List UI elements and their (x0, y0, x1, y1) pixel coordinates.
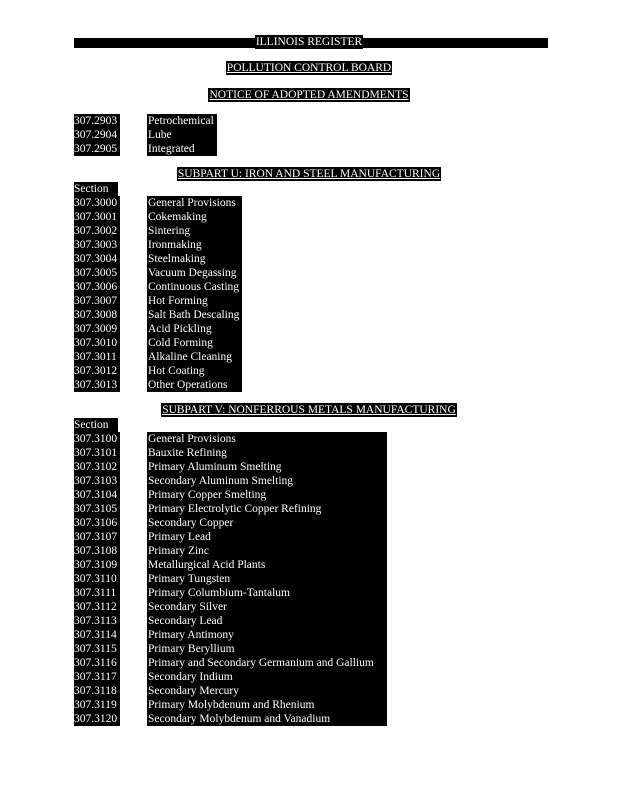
section-title: General Provisions (147, 196, 242, 210)
section-number: 307.3107 (74, 530, 120, 544)
section-title: Alkaline Cleaning (147, 350, 242, 364)
section-number: 307.3109 (74, 558, 120, 572)
section-number: 307.3110 (74, 572, 120, 586)
subpart-v-heading-text: SUBPART V: NONFERROUS METALS MANUFACTURING (162, 404, 456, 416)
section-title: Sintering (147, 224, 242, 238)
section-number: 307.3000 (74, 196, 120, 210)
section-label: Section (74, 418, 118, 432)
section-title: General Provisions (147, 432, 387, 446)
section-title: Hot Forming (147, 294, 242, 308)
section-title: Integrated (147, 142, 217, 156)
section-title: Secondary Aluminum Smelting (147, 474, 387, 488)
section-title: Salt Bath Descaling (147, 308, 242, 322)
section-title: Primary Antimony (147, 628, 387, 642)
notice-title-text: NOTICE OF ADOPTED AMENDMENTS (209, 89, 409, 101)
section-number: 307.2905 (74, 142, 120, 156)
section-number: 307.3013 (74, 378, 120, 392)
section-number: 307.3111 (74, 586, 120, 600)
section-number: 307.3005 (74, 266, 120, 280)
section-number: 307.3102 (74, 460, 120, 474)
section-number: 307.3006 (74, 280, 120, 294)
section-title: Continuous Casting (147, 280, 242, 294)
section-number: 307.3103 (74, 474, 120, 488)
section-title: Ironmaking (147, 238, 242, 252)
register-title-text: ILLINOIS REGISTER (255, 36, 363, 48)
section-number: 307.3010 (74, 336, 120, 350)
section-number: 307.3009 (74, 322, 120, 336)
section-number: 307.3118 (74, 684, 120, 698)
section-number: 307.3011 (74, 350, 120, 364)
section-number: 307.2904 (74, 128, 120, 142)
section-title: Primary Lead (147, 530, 387, 544)
section-number: 307.3108 (74, 544, 120, 558)
section-title: Secondary Molybdenum and Vanadium (147, 712, 387, 726)
section-label: Section (74, 182, 118, 196)
section-title: Secondary Mercury (147, 684, 387, 698)
section-title: Metallurgical Acid Plants (147, 558, 387, 572)
section-number: 307.3007 (74, 294, 120, 308)
board-name-text: POLLUTION CONTROL BOARD (226, 62, 392, 74)
section-title: Petrochemical (147, 114, 217, 128)
section-number: 307.3105 (74, 502, 120, 516)
section-number: 307.3101 (74, 446, 120, 460)
subpart-u-heading-text: SUBPART U: IRON AND STEEL MANUFACTURING (177, 168, 441, 180)
section-title: Primary Copper Smelting (147, 488, 387, 502)
section-number: 307.3003 (74, 238, 120, 252)
section-title: Primary Molybdenum and Rhenium (147, 698, 387, 712)
section-number: 307.2903 (74, 114, 120, 128)
section-title: Primary Tungsten (147, 572, 387, 586)
subpart-u-heading (0, 167, 618, 181)
section-number: 307.3100 (74, 432, 120, 446)
section-title: Primary Beryllium (147, 642, 387, 656)
section-title: Steelmaking (147, 252, 242, 266)
section-title: Primary and Secondary Germanium and Gallium (147, 656, 387, 670)
section-number: 307.3115 (74, 642, 120, 656)
section-title: Cokemaking (147, 210, 242, 224)
register-title (0, 35, 618, 49)
section-number: 307.3004 (74, 252, 120, 266)
section-title: Other Operations (147, 378, 242, 392)
subpart-v-heading (0, 403, 618, 417)
section-title: Secondary Copper (147, 516, 387, 530)
section-title: Secondary Silver (147, 600, 387, 614)
section-title: Hot Coating (147, 364, 242, 378)
section-number: 307.3002 (74, 224, 120, 238)
section-number: 307.3113 (74, 614, 120, 628)
section-number: 307.3114 (74, 628, 120, 642)
section-title: Secondary Lead (147, 614, 387, 628)
section-number: 307.3104 (74, 488, 120, 502)
section-title: Vacuum Degassing (147, 266, 242, 280)
section-title: Primary Zinc (147, 544, 387, 558)
section-title: Bauxite Refining (147, 446, 387, 460)
section-number: 307.3119 (74, 698, 120, 712)
section-number: 307.3116 (74, 656, 120, 670)
section-number: 307.3001 (74, 210, 120, 224)
section-number: 307.3112 (74, 600, 120, 614)
section-number: 307.3106 (74, 516, 120, 530)
section-number: 307.3117 (74, 670, 120, 684)
notice-title (0, 88, 618, 102)
section-number: 307.3008 (74, 308, 120, 322)
section-number: 307.3012 (74, 364, 120, 378)
section-title: Acid Pickling (147, 322, 242, 336)
section-title: Primary Columbium-Tantalum (147, 586, 387, 600)
section-title: Cold Forming (147, 336, 242, 350)
board-name (0, 61, 618, 75)
section-title: Primary Aluminum Smelting (147, 460, 387, 474)
section-title: Secondary Indium (147, 670, 387, 684)
section-title: Primary Electrolytic Copper Refining (147, 502, 387, 516)
section-title: Lube (147, 128, 217, 142)
section-number: 307.3120 (74, 712, 120, 726)
